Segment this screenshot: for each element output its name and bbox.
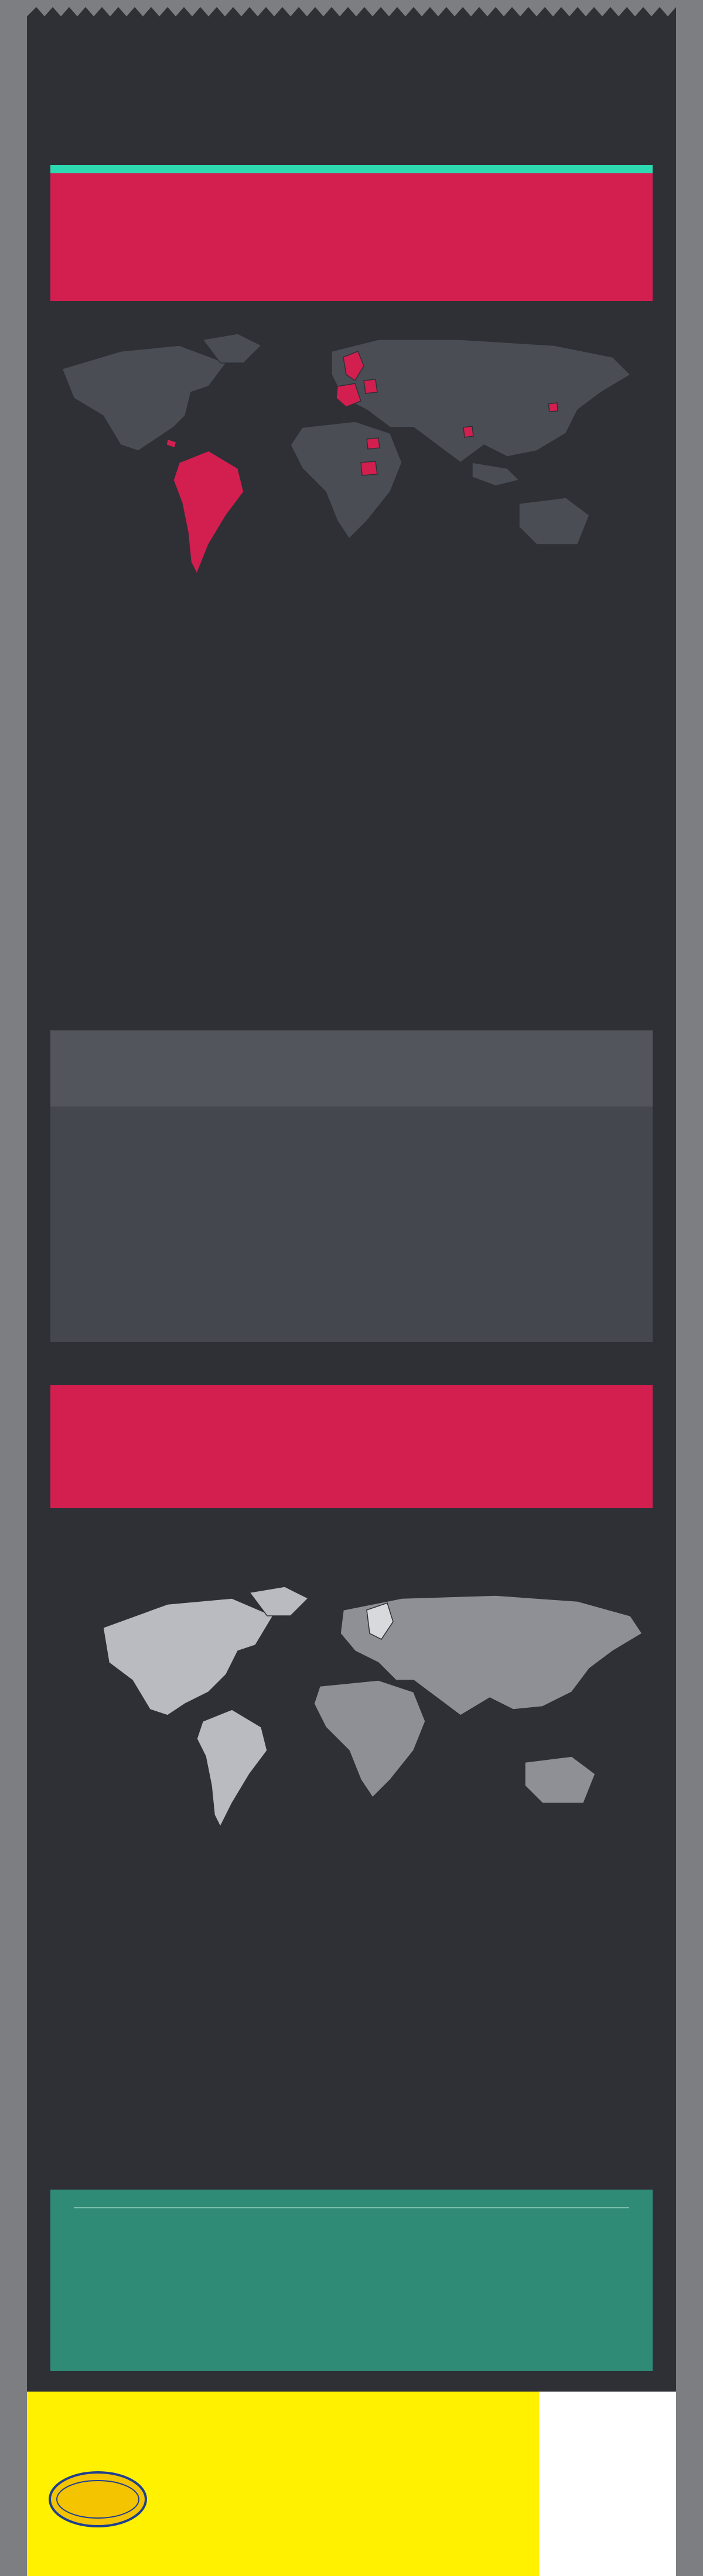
regions-banner — [50, 1385, 653, 1508]
parliament-share-box — [50, 1030, 653, 1342]
sponsor-panel — [539, 2392, 676, 2576]
torn-paper-edge — [27, 0, 676, 23]
world-map-highlighted — [50, 328, 653, 591]
teal-divider — [50, 165, 653, 173]
corruption-banner — [50, 2190, 653, 2371]
regional-bar-chart — [50, 1873, 653, 2154]
world-map-regions — [50, 1575, 653, 1832]
corruption-divider — [74, 2207, 629, 2208]
intro-banner — [50, 173, 653, 301]
parliamentarians-illustration — [50, 1112, 653, 1265]
parliament-share-header — [50, 1030, 653, 1107]
euractiv-logo — [48, 2470, 148, 2529]
